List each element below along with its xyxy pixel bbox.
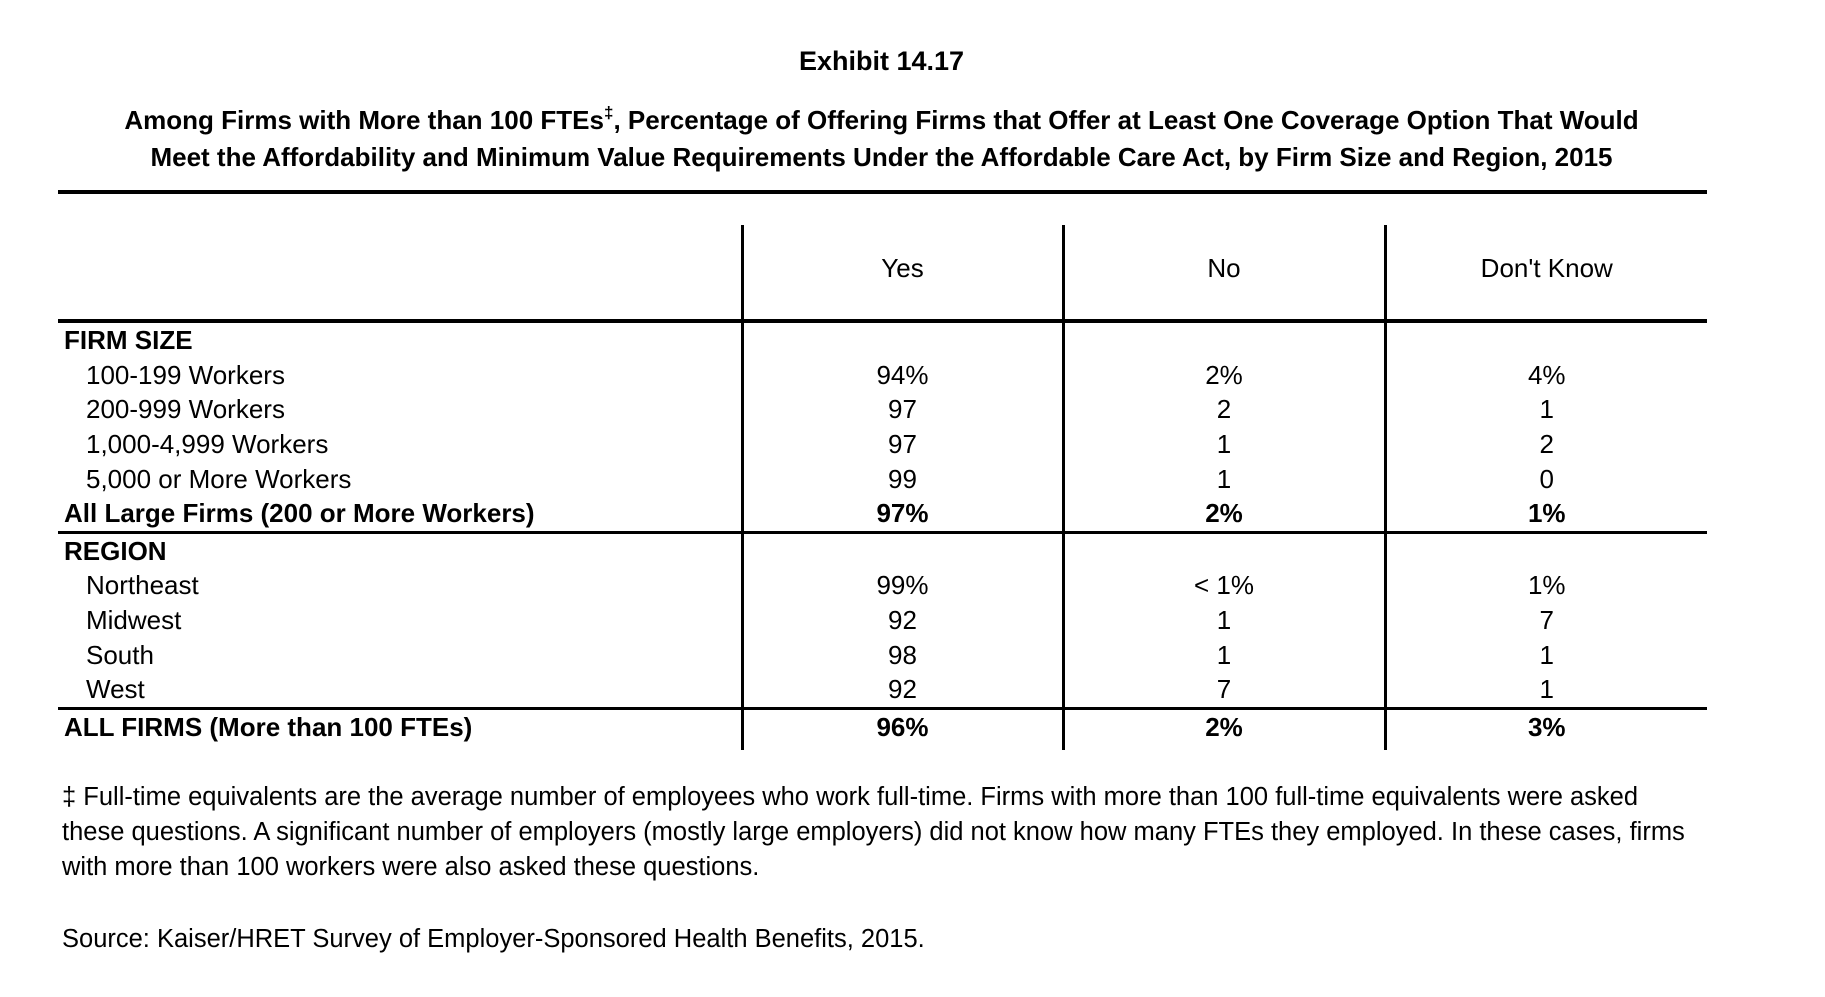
- section-heading-row: [58, 321, 1707, 358]
- subtotal-row-large-firms: [58, 496, 1707, 532]
- table-header-row: [58, 225, 1707, 321]
- cell-dont-know: 1%: [1385, 496, 1707, 532]
- exhibit-title: [40, 102, 1723, 176]
- section-heading-firm-size: FIRM SIZE: [58, 321, 742, 358]
- exhibit-number: Exhibit 14.17: [798, 46, 965, 76]
- row-label: 200-999 Workers: [58, 392, 742, 427]
- cell-yes: 92: [742, 672, 1063, 708]
- row-label: 100-199 Workers: [58, 358, 742, 393]
- table-row: [58, 392, 1707, 427]
- cell-dont-know: 1: [1539, 639, 1554, 670]
- row-label: ALL FIRMS (More than 100 FTEs): [58, 708, 742, 750]
- cell-yes: 98: [742, 637, 1063, 672]
- column-header-dont-know: Don't Know: [1385, 225, 1707, 321]
- row-label: All Large Firms (200 or More Workers): [58, 496, 742, 532]
- cell-yes: 94%: [742, 358, 1063, 393]
- cell-no: 1: [1063, 427, 1385, 462]
- footnote: ‡ Full-time equivalents are the average number of employees who work full-time. Firms with more than 100 full-time equivalents were asked these questions. A significant number of employers (mostly large employers) did not know how many FTEs they employed. In these cases, firms with more than 100 workers were also asked these questions.: [62, 783, 1685, 881]
- cell-yes: 99%: [742, 568, 1063, 603]
- cell-no: 2%: [1063, 358, 1385, 393]
- cell-yes: 97%: [742, 496, 1063, 532]
- section-heading-row: [58, 532, 1707, 568]
- cell-no: 1: [1063, 461, 1385, 496]
- row-label: Northeast: [58, 568, 742, 603]
- cell-dont-know: 2: [1539, 429, 1554, 460]
- cell-dont-know: 1%: [1527, 570, 1566, 601]
- row-label: South: [58, 637, 742, 672]
- cell-dont-know: 1: [1539, 394, 1554, 425]
- column-header-no: No: [1063, 225, 1385, 321]
- cell-yes: 97: [742, 427, 1063, 462]
- title-line1-text: Among Firms with More than 100 FTEs: [124, 105, 604, 135]
- cell-no: 2%: [1063, 708, 1385, 750]
- cell-dont-know: 1: [1385, 672, 1707, 708]
- table-row: [58, 358, 1707, 393]
- title-line1-continued: , Percentage of Offering Firms that Offer at Least One Coverage Option That Would: [613, 105, 1639, 135]
- title-footnote-mark: ‡: [603, 103, 614, 122]
- total-row-all-firms: [58, 708, 1707, 750]
- data-table: [58, 225, 1707, 750]
- source-note: Source: Kaiser/HRET Survey of Employer-Sponsored Health Benefits, 2015.: [62, 925, 925, 953]
- cell-yes: 96%: [742, 708, 1063, 750]
- cell-yes: 97: [742, 392, 1063, 427]
- data-table-container: [58, 225, 1707, 750]
- cell-yes: 92: [742, 603, 1063, 638]
- table-row: [58, 637, 1707, 672]
- cell-no: 7: [1063, 672, 1385, 708]
- table-row: [58, 568, 1707, 603]
- cell-dont-know: 4%: [1527, 359, 1566, 390]
- cell-dont-know: 3%: [1527, 711, 1566, 742]
- row-label: 1,000-4,999 Workers: [58, 427, 742, 462]
- table-row: [58, 672, 1707, 708]
- cell-no: < 1%: [1063, 568, 1385, 603]
- row-label: Midwest: [58, 603, 742, 638]
- cell-no: 1: [1063, 637, 1385, 672]
- table-row: [58, 427, 1707, 462]
- title-line2-text: Meet the Affordability and Minimum Value Requirements Under the Affordable Care Act, by Firm Size and Region, 2015: [150, 142, 1613, 172]
- table-row: [58, 461, 1707, 496]
- header-blank-cell: [58, 225, 742, 321]
- row-label: 5,000 or More Workers: [58, 461, 742, 496]
- column-header-yes: Yes: [742, 225, 1063, 321]
- row-label: West: [58, 672, 742, 708]
- table-row: [58, 603, 1707, 638]
- cell-no: 2%: [1063, 496, 1385, 532]
- cell-yes: 99: [742, 461, 1063, 496]
- top-rule: [58, 190, 1707, 194]
- cell-dont-know: 7: [1539, 605, 1554, 636]
- cell-no: 1: [1063, 603, 1385, 638]
- cell-dont-know: 0: [1539, 463, 1554, 494]
- cell-no: 2: [1063, 392, 1385, 427]
- section-heading-region: REGION: [58, 532, 742, 568]
